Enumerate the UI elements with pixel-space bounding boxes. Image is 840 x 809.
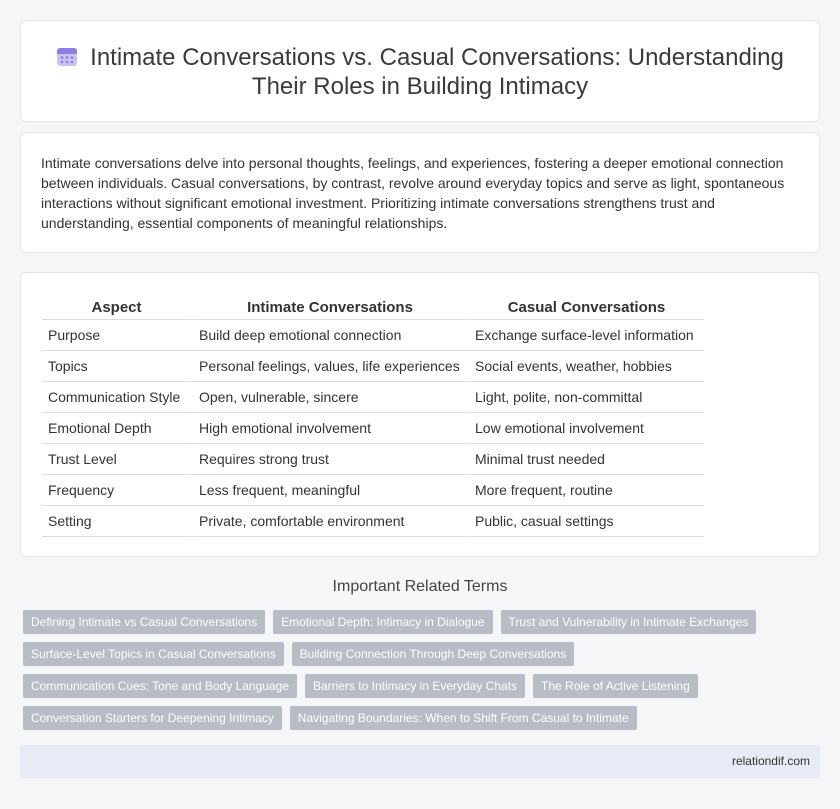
- page-title: [21, 43, 819, 101]
- title-card: [20, 20, 820, 122]
- table-cell: Low emotional involvement: [467, 413, 704, 444]
- table-cell: Minimal trust needed: [467, 444, 704, 475]
- table-row: [42, 413, 704, 444]
- table-cell: Setting: [42, 506, 191, 537]
- table-cell: Open, vulnerable, sincere: [191, 382, 467, 413]
- table-cell: Public, casual settings: [467, 506, 704, 537]
- table-cell: High emotional involvement: [191, 413, 467, 444]
- intro-paragraph: Intimate conversations delve into personal thoughts, feelings, and experiences, fostering a deeper emotional connection between individuals. Casual conversations, by contrast, revolve around everyday topics and serve as light, spontaneous interactions without significant emotional investment. Prioritizing intimate conversations strengthens trust and understanding, essential components of meaningful relationships.: [41, 155, 785, 231]
- table-cell: Build deep emotional connection: [191, 320, 467, 351]
- table-cell: Purpose: [42, 320, 191, 351]
- table-header-row: [42, 292, 704, 320]
- related-term-tag[interactable]: Barriers to Intimacy in Everyday Chats: [305, 674, 525, 698]
- comparison-table: [42, 292, 704, 537]
- related-terms-heading: Important Related Terms: [332, 578, 508, 595]
- table-cell: Exchange surface-level information: [467, 320, 704, 351]
- related-term-tag[interactable]: Emotional Depth: Intimacy in Dialogue: [273, 610, 492, 634]
- related-term-tag[interactable]: Conversation Starters for Deepening Intimacy: [23, 706, 282, 730]
- title-line-1: Intimate Conversations vs. Casual Conversations: Understanding: [90, 44, 784, 71]
- intro-card: [20, 132, 820, 253]
- table-cell: Trust Level: [42, 444, 191, 475]
- footer-site-link[interactable]: relationdif.com: [731, 754, 810, 768]
- table-row: [42, 475, 704, 506]
- header-casual: Casual Conversations: [467, 292, 704, 320]
- table-cell: Frequency: [42, 475, 191, 506]
- related-term-tag[interactable]: Trust and Vulnerability in Intimate Exchanges: [501, 610, 757, 634]
- tag-row: [23, 706, 803, 730]
- table-cell: Communication Style: [42, 382, 191, 413]
- footer: [20, 745, 820, 778]
- comparison-card: [20, 272, 820, 557]
- title-line-2: Their Roles in Building Intimacy: [251, 73, 589, 100]
- table-cell: Emotional Depth: [42, 413, 191, 444]
- table-cell: Social events, weather, hobbies: [467, 351, 704, 382]
- related-term-tag[interactable]: Building Connection Through Deep Conversations: [292, 642, 575, 666]
- related-term-tag[interactable]: Navigating Boundaries: When to Shift From Casual to Intimate: [290, 706, 637, 730]
- table-cell: Less frequent, meaningful: [191, 475, 467, 506]
- header-intimate: Intimate Conversations: [191, 292, 467, 320]
- table-cell: More frequent, routine: [467, 475, 704, 506]
- related-terms-list: [23, 610, 803, 738]
- table-cell: Requires strong trust: [191, 444, 467, 475]
- table-row: [42, 351, 704, 382]
- related-term-tag[interactable]: Defining Intimate vs Casual Conversations: [23, 610, 265, 634]
- table-row: [42, 382, 704, 413]
- calendar-icon: [56, 45, 78, 67]
- table-row: [42, 320, 704, 351]
- table-row: [42, 444, 704, 475]
- tag-row: [23, 674, 803, 698]
- tag-row: [23, 642, 803, 666]
- table-cell: Private, comfortable environment: [191, 506, 467, 537]
- tag-row: [23, 610, 803, 634]
- related-term-tag[interactable]: Communication Cues: Tone and Body Language: [23, 674, 297, 698]
- table-cell: Light, polite, non-committal: [467, 382, 704, 413]
- header-aspect: Aspect: [42, 292, 191, 320]
- table-cell: Topics: [42, 351, 191, 382]
- related-term-tag[interactable]: Surface-Level Topics in Casual Conversations: [23, 642, 284, 666]
- related-term-tag[interactable]: The Role of Active Listening: [533, 674, 698, 698]
- table-cell: Personal feelings, values, life experiences: [191, 351, 467, 382]
- table-row: [42, 506, 704, 537]
